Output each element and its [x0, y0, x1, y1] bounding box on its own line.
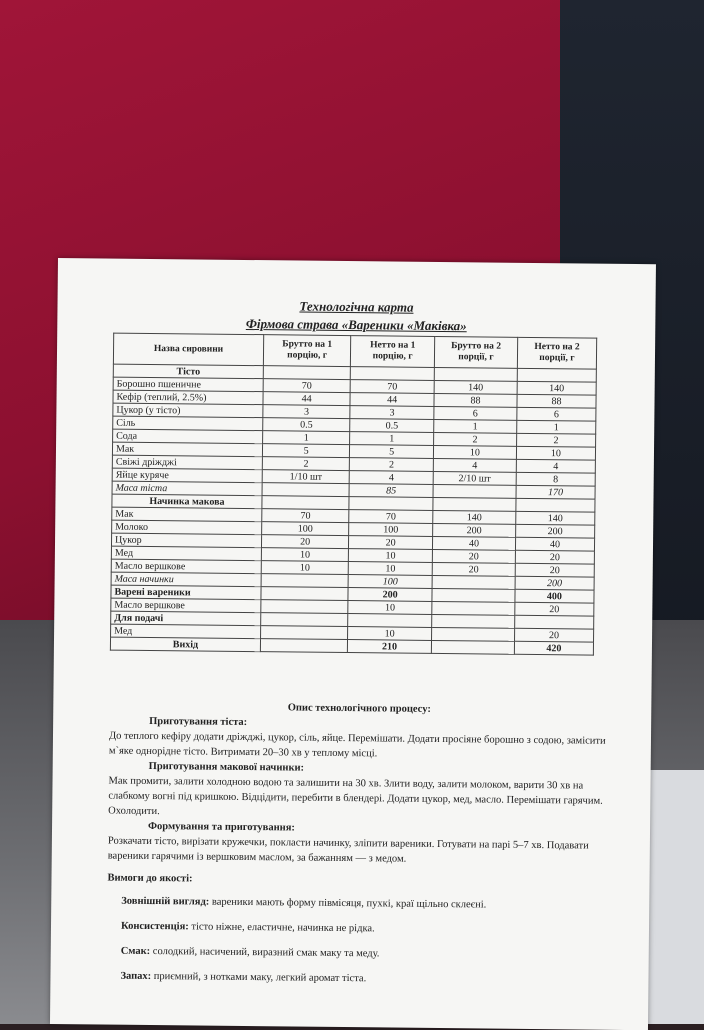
value-cell: 1 [263, 431, 350, 445]
value-cell: 10 [348, 627, 432, 641]
value-cell: 1 [517, 420, 596, 434]
value-cell: 200 [515, 576, 594, 590]
value-cell: 88 [517, 394, 596, 408]
empty-cell [515, 615, 594, 629]
value-cell: 100 [349, 523, 433, 537]
section-label: Тісто [113, 364, 263, 379]
value-cell: 1/10 шт [262, 470, 349, 484]
empty-cell [517, 368, 596, 382]
value-cell: 1 [434, 419, 517, 433]
dough-heading: Приготування тіста: [149, 715, 248, 729]
value-cell: 10 [348, 601, 432, 615]
empty-cell [433, 497, 516, 511]
value-cell [433, 484, 516, 498]
value-cell: 5 [262, 444, 349, 458]
value-cell: 6 [434, 406, 517, 420]
ingredients-table [110, 333, 597, 656]
value-cell: 4 [349, 471, 433, 485]
process-heading: Опис технологічного процесу: [287, 702, 431, 715]
header-cell: Нетто на 2 порції, г [517, 337, 596, 369]
value-cell: 20 [432, 562, 515, 576]
ingredient-name-cell: Свіжі дріжджі [112, 455, 262, 470]
value-cell: 170 [516, 485, 595, 499]
value-cell: 3 [263, 405, 350, 419]
quality-item [120, 971, 606, 987]
value-cell: 100 [348, 575, 432, 589]
header-cell: Брутто на 2 порції, г [434, 336, 517, 368]
ingredient-name-cell: Яйце куряче [112, 468, 262, 483]
value-cell [261, 587, 348, 601]
empty-cell [262, 496, 349, 510]
value-cell: 2 [262, 457, 349, 471]
quality-label: Запах: [120, 970, 152, 983]
empty-cell [351, 367, 435, 381]
value-cell: 3 [350, 406, 434, 420]
quality-label: Зовнішній вигляд: [121, 895, 210, 908]
value-cell: 1 [350, 432, 434, 446]
value-cell: 2 [350, 458, 434, 472]
header-cell: Назва сировини [113, 333, 263, 366]
quality-item [121, 896, 607, 912]
quality-text: тісто ніжне, еластичне, начинка не рідка. [188, 921, 375, 935]
value-cell: 10 [433, 445, 516, 459]
quality-item [121, 946, 607, 962]
value-cell: 70 [263, 379, 350, 393]
forming-heading: Формування та приготування: [147, 820, 295, 834]
value-cell: 44 [350, 393, 434, 407]
quality-text: солодкий, насичений, виразний смак маку та меду. [150, 946, 380, 960]
ingredient-name-cell: Масло вершкове [111, 559, 261, 574]
value-cell: 70 [262, 509, 349, 523]
empty-cell [434, 367, 517, 381]
value-cell: 10 [261, 548, 348, 562]
ingredient-name-cell: Мак [112, 507, 262, 522]
value-cell: 2 [434, 432, 517, 446]
value-cell [260, 639, 347, 653]
section-label: Начинка макова [112, 494, 262, 509]
ingredient-name-cell: Маса тіста [112, 481, 262, 496]
value-cell [432, 588, 515, 602]
ingredient-name-cell: Варені вареники [111, 585, 261, 600]
value-cell: 20 [349, 536, 433, 550]
ingredient-name-cell: Мак [112, 442, 262, 457]
value-cell: 100 [262, 522, 349, 536]
filling-heading: Приготування макової начинки: [148, 760, 305, 774]
value-cell [261, 626, 348, 640]
value-cell: 8 [516, 472, 595, 486]
filling-text: Мак промити, залити холодною водою та залишити на 30 хв. Злити воду, залити молоком, варити 30 хв на слабкому вогні під кришкою. Відцідити, перебити в блендері. Додати цукор, мед, масло. Перемішати гарячим. Охолодити. [108, 775, 603, 818]
value-cell: 10 [261, 561, 348, 575]
value-cell: 20 [261, 535, 348, 549]
value-cell: 420 [514, 641, 593, 655]
value-cell [432, 601, 515, 615]
value-cell: 20 [514, 628, 593, 642]
value-cell: 200 [516, 524, 595, 538]
value-cell: 20 [515, 563, 594, 577]
quality-text: приємний, з нотками маку, легкий аромат тіста. [151, 971, 367, 985]
value-cell: 140 [434, 380, 517, 394]
value-cell: 70 [350, 380, 434, 394]
value-cell: 400 [515, 589, 594, 603]
value-cell: 6 [517, 407, 596, 421]
value-cell: 20 [515, 550, 594, 564]
quality-label: Смак: [120, 945, 151, 958]
table-body [110, 364, 596, 655]
doc-title: Технологічна карта [299, 298, 414, 315]
ingredient-name-cell: Вихід [110, 637, 260, 652]
value-cell: 200 [348, 588, 432, 602]
header-cell: Нетто на 1 порцію, г [351, 336, 435, 368]
value-cell: 20 [515, 602, 594, 616]
ingredient-name-cell: Молоко [112, 520, 262, 535]
quality-section [106, 873, 607, 1001]
value-cell: 40 [432, 536, 515, 550]
value-cell: 140 [517, 381, 596, 395]
value-cell: 10 [349, 549, 433, 563]
value-cell [431, 640, 514, 654]
quality-heading: Вимоги до якості: [107, 872, 193, 885]
ingredient-name-cell: Масло вершкове [111, 598, 261, 613]
value-cell: 210 [348, 640, 432, 654]
value-cell: 2 [516, 433, 595, 447]
value-cell: 44 [263, 392, 350, 406]
value-cell: 10 [516, 446, 595, 460]
recipe-sheet [50, 258, 656, 1030]
ingredient-name-cell: Маса начинки [111, 572, 261, 587]
value-cell [262, 483, 349, 497]
ingredient-name-cell: Мед [111, 546, 261, 561]
value-cell: 85 [349, 484, 433, 498]
empty-cell [261, 613, 348, 627]
value-cell: 10 [349, 562, 433, 576]
quality-text: вареники мають форму півмісяця, пухкі, краї щільно склеєні. [209, 896, 487, 911]
ingredient-name-cell: Цукор (у тісто) [113, 403, 263, 418]
empty-cell [349, 497, 433, 511]
forming-text: Розкачати тісто, вирізати кружечки, покласти начинку, зліпити вареники. Готувати на парі 5–7 хв. Подавати вареники гарячими із вершковим маслом, за бажанням — з медом. [107, 835, 589, 865]
value-cell: 5 [350, 445, 434, 459]
value-cell: 70 [349, 510, 433, 524]
empty-cell [516, 498, 595, 512]
value-cell: 4 [433, 458, 516, 472]
value-cell: 140 [433, 510, 516, 524]
table-header-row [113, 333, 596, 369]
value-cell: 4 [516, 459, 595, 473]
process-section [108, 699, 610, 869]
value-cell [431, 627, 514, 641]
empty-cell [263, 366, 350, 380]
value-cell: 2/10 шт [433, 471, 516, 485]
value-cell: 0.5 [263, 418, 350, 432]
header-cell: Брутто на 1 порцію, г [263, 335, 351, 367]
ingredient-name-cell: Мед [111, 624, 261, 639]
doc-subtitle: Фірмова страва «Вареники «Маківка» [245, 315, 467, 334]
value-cell [432, 575, 515, 589]
quality-label: Консистенція: [120, 920, 189, 933]
value-cell [261, 600, 348, 614]
dough-text: До теплого кефіру додати дріжджі, цукор, сіль, яйце. Перемішати. Додати просіяне борошно з содою, замісити м`яке однорідне тісто. Витримати 20–30 хв у теплому місці. [108, 730, 606, 760]
value-cell: 140 [516, 511, 595, 525]
empty-cell [348, 614, 432, 628]
ingredient-name-cell: Сіль [113, 416, 263, 431]
ingredient-name-cell: Борошно пшеничне [113, 377, 263, 392]
serving-label: Для подачі [111, 611, 261, 626]
ingredient-name-cell: Цукор [111, 533, 261, 548]
value-cell [261, 574, 348, 588]
value-cell: 88 [434, 393, 517, 407]
value-cell: 200 [433, 523, 516, 537]
value-cell: 20 [432, 549, 515, 563]
ingredient-name-cell: Кефір (теплий, 2.5%) [113, 390, 263, 405]
empty-cell [432, 614, 515, 628]
value-cell: 40 [515, 537, 594, 551]
value-cell: 0.5 [350, 419, 434, 433]
quality-item [121, 921, 607, 937]
ingredient-name-cell: Сода [113, 429, 263, 444]
